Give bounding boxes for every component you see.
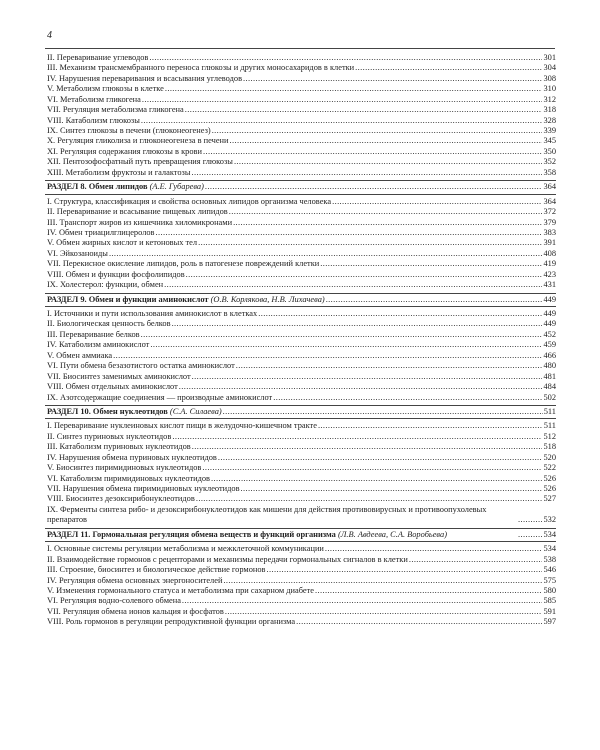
toc-entry[interactable] — [45, 596, 556, 606]
dot-leader — [518, 515, 542, 525]
page-ref: 383 — [543, 227, 556, 237]
entry-title — [45, 361, 235, 371]
toc-entry[interactable] — [45, 382, 556, 392]
section-authors: (С.А. Силаева) — [169, 406, 222, 416]
page-ref: 301 — [543, 52, 556, 62]
title-text: IV. Нарушения обмена пуриновых нуклеотидов — [47, 452, 217, 462]
page-ref: 419 — [543, 259, 556, 269]
dot-leader — [218, 453, 543, 463]
dot-leader — [326, 295, 543, 305]
toc-entry[interactable] — [45, 95, 556, 105]
page-ref: 304 — [543, 63, 556, 73]
toc-entry[interactable] — [45, 607, 556, 617]
dot-leader — [325, 544, 543, 554]
entry-title — [45, 280, 163, 290]
dot-leader — [296, 617, 542, 627]
toc-section-heading[interactable] — [45, 528, 556, 542]
page-ref: 526 — [543, 473, 556, 483]
toc-entry[interactable] — [45, 421, 556, 431]
dot-leader — [258, 309, 542, 319]
page-ref: 481 — [543, 371, 556, 381]
title-text: II. Синтез пуриновых нуклеотидов — [47, 431, 172, 441]
entry-title — [45, 617, 295, 627]
title-text: VII. Нарушения обмена пиримидиновых нуклеотидов — [47, 484, 240, 494]
toc-entry[interactable] — [45, 157, 556, 167]
entry-title — [45, 330, 140, 340]
dot-leader — [320, 259, 542, 269]
page-ref: 350 — [543, 146, 556, 156]
title-text: VIII. Обмен отдельных аминокислот — [47, 382, 178, 392]
page-ref: 308 — [543, 73, 556, 83]
entry-title — [45, 207, 228, 217]
entry-title — [45, 95, 141, 105]
title-text: III. Строение, биосинтез и биологическое действие гормонов — [47, 565, 266, 575]
section-title — [45, 295, 325, 305]
dot-leader — [182, 596, 543, 606]
page-ref: 423 — [543, 269, 556, 279]
dot-leader — [518, 530, 542, 540]
dot-leader — [164, 280, 542, 290]
section-title — [45, 182, 204, 192]
toc-entry[interactable] — [45, 228, 556, 238]
entry-title — [45, 393, 272, 403]
dot-leader — [409, 555, 543, 565]
entry-title — [45, 168, 190, 178]
toc-entry[interactable] — [45, 432, 556, 442]
toc-entry[interactable] — [45, 249, 556, 259]
toc-entry[interactable] — [45, 280, 556, 290]
entry-title — [45, 544, 324, 554]
title-text: III. Механизм трансмембранного переноса глюкозы и других моносахаридов в клетки — [47, 63, 355, 73]
title-text: IX. Ферменты синтеза рибо- и дезоксирибонуклеотидов как мишени для действия противовирусных и противоопухолевых препаратов — [47, 504, 487, 525]
title-text: XII. Пентозофосфатный путь превращения глюкозы — [47, 157, 233, 167]
title-text: V. Метаболизм глюкозы в клетке — [47, 84, 164, 94]
title-text: III. Транспорт жиров из кишечника хиломикронами — [47, 217, 233, 227]
entry-title — [45, 565, 266, 575]
dot-leader — [113, 351, 542, 361]
section-title — [45, 530, 517, 540]
toc-entry[interactable] — [45, 586, 556, 596]
toc-entry[interactable] — [45, 197, 556, 207]
toc-entry[interactable] — [45, 361, 556, 371]
toc-entry[interactable] — [45, 105, 556, 115]
entry-title — [45, 136, 229, 146]
entry-title — [45, 555, 408, 565]
title-text: III. Переваривание белков — [47, 329, 140, 339]
entry-title — [45, 218, 232, 228]
dot-leader — [233, 218, 542, 228]
page-ref: 511 — [543, 406, 556, 416]
entry-title — [45, 432, 171, 442]
dot-leader — [223, 576, 542, 586]
title-text: IV. Обмен триацилглицеролов — [47, 227, 155, 237]
entry-title — [45, 116, 140, 126]
toc-section-heading[interactable] — [45, 405, 556, 419]
toc-entry[interactable] — [45, 147, 556, 157]
entry-title — [45, 259, 319, 269]
page-ref: 511 — [543, 421, 556, 431]
dot-leader — [243, 74, 542, 84]
title-text: IV. Регуляция обмена основных энергоносителей — [47, 575, 223, 585]
dot-leader — [318, 421, 543, 431]
dot-leader — [315, 586, 542, 596]
toc-entry[interactable] — [45, 453, 556, 463]
page-ref: 364 — [543, 196, 556, 206]
entry-title — [45, 351, 112, 361]
section-authors: (Л.В. Авдеева, С.А. Воробьева) — [337, 529, 447, 539]
title-text: VII. Регуляция обмена ионов кальция и фосфатов — [47, 606, 224, 616]
toc-entry[interactable] — [45, 53, 556, 63]
title-text: I. Источники и пути использования аминокислот в клетках — [47, 309, 258, 319]
page-ref: 339 — [543, 126, 556, 136]
title-text: IX. Азотсодержащие соединения — производные аминокислот — [47, 392, 273, 402]
title-text: VII. Регуляция метаболизма гликогена — [47, 105, 184, 115]
entry-title — [45, 453, 217, 463]
title-text: I. Переваривание нуклеиновых кислот пищи в желудочно-кишечном тракте — [47, 421, 317, 431]
page-ref: 534 — [543, 544, 556, 554]
page-ref: 312 — [543, 94, 556, 104]
toc-entry[interactable] — [45, 393, 556, 403]
page-ref: 449 — [543, 294, 556, 304]
title-text: II. Биологическая ценность белков — [47, 319, 171, 329]
dot-leader — [223, 407, 543, 417]
toc-entry[interactable] — [45, 555, 556, 565]
dot-leader — [192, 442, 543, 452]
title-text: РАЗДЕЛ 8. Обмен липидов — [47, 182, 148, 192]
toc-entry[interactable] — [45, 442, 556, 452]
title-text: I. Структура, классификация и свойства основных липидов организма человека — [47, 196, 332, 206]
entry-title — [45, 63, 354, 73]
page-ref: 379 — [543, 217, 556, 227]
title-text: II. Переваривание и всасывание пищевых липидов — [47, 207, 228, 217]
entry-title — [45, 238, 197, 248]
toc-entry[interactable] — [45, 495, 556, 505]
page-ref: 575 — [543, 575, 556, 585]
dot-leader — [236, 361, 543, 371]
toc-entry[interactable] — [45, 207, 556, 217]
page-ref: 449 — [543, 319, 556, 329]
page-ref: 534 — [543, 529, 556, 539]
dot-leader — [198, 238, 542, 248]
toc-entry[interactable] — [45, 505, 556, 526]
dot-leader — [211, 474, 542, 484]
title-text: II. Переваривание углеводов — [47, 52, 149, 62]
page-ref: 459 — [543, 340, 556, 350]
page-number: 4 — [47, 30, 52, 41]
dot-leader — [179, 382, 543, 392]
dot-leader — [191, 168, 542, 178]
entry-title — [45, 105, 184, 115]
page-ref: 484 — [543, 382, 556, 392]
dot-leader — [109, 249, 543, 259]
page-ref: 585 — [543, 596, 556, 606]
toc-section-heading[interactable] — [45, 293, 556, 307]
entry-title — [45, 157, 233, 167]
toc-entry[interactable] — [45, 351, 556, 361]
page-ref: 318 — [543, 105, 556, 115]
toc-entry[interactable] — [45, 270, 556, 280]
title-text: РАЗДЕЛ 10. Обмен нуклеотидов — [47, 406, 168, 416]
title-text: V. Биосинтез пиримидиновых нуклеотидов — [47, 463, 202, 473]
entry-title — [45, 505, 517, 526]
page-ref: 527 — [543, 494, 556, 504]
entry-title — [45, 197, 331, 207]
page-ref: 532 — [543, 515, 556, 525]
dot-leader — [229, 207, 543, 217]
page-ref: 512 — [543, 431, 556, 441]
entry-title — [45, 421, 317, 431]
toc-entry[interactable] — [45, 218, 556, 228]
dot-leader — [234, 157, 543, 167]
section-authors: (О.В. Корлякова, Н.В. Лихачева) — [210, 294, 325, 304]
title-text: III. Катаболизм пуриновых нуклеотидов — [47, 442, 191, 452]
dot-leader — [196, 494, 543, 504]
dot-leader — [141, 116, 543, 126]
page-ref: 358 — [543, 167, 556, 177]
section-title — [45, 407, 222, 417]
dot-leader — [332, 197, 542, 207]
toc-entry[interactable] — [45, 238, 556, 248]
entry-title — [45, 596, 181, 606]
title-text: I. Основные системы регуляции метаболизма и межклеточной коммуникации — [47, 544, 324, 554]
toc-entry[interactable] — [45, 576, 556, 586]
title-text: VIII. Катаболизм глюкозы — [47, 115, 140, 125]
entry-title — [45, 228, 155, 238]
toc-entry[interactable] — [45, 116, 556, 126]
title-text: XIII. Метаболизм фруктозы и галактозы — [47, 167, 191, 177]
dot-leader — [212, 126, 543, 136]
page-ref: 520 — [543, 452, 556, 462]
title-text: IV. Нарушения переваривания и всасывания углеводов — [47, 73, 243, 83]
toc-entry[interactable] — [45, 617, 556, 627]
title-text: VII. Перекисное окисление липидов, роль в патогенезе повреждений клетки — [47, 259, 320, 269]
toc-entry[interactable] — [45, 74, 556, 84]
section-authors: (А.Е. Губарева) — [149, 182, 204, 192]
dot-leader — [186, 270, 543, 280]
dot-leader — [172, 432, 542, 442]
title-text: V. Изменения гормонального статуса и метаболизма при сахарном диабете — [47, 586, 314, 596]
toc-entry[interactable] — [45, 330, 556, 340]
entry-title — [45, 340, 149, 350]
dot-leader — [230, 136, 543, 146]
page-ref: 449 — [543, 309, 556, 319]
entry-title — [45, 474, 210, 484]
toc-entry[interactable] — [45, 137, 556, 147]
page-ref: 364 — [543, 182, 556, 192]
page-ref: 328 — [543, 115, 556, 125]
toc-entry[interactable] — [45, 474, 556, 484]
dot-leader — [149, 53, 542, 63]
toc-entry[interactable] — [45, 126, 556, 136]
page-ref: 597 — [543, 617, 556, 627]
page-ref: 391 — [543, 238, 556, 248]
toc-entry[interactable] — [45, 309, 556, 319]
toc-entry[interactable] — [45, 259, 556, 269]
entry-title — [45, 586, 314, 596]
page-ref: 538 — [543, 554, 556, 564]
dot-leader — [192, 372, 543, 382]
title-text: V. Обмен жирных кислот и кетоновых тел — [47, 238, 198, 248]
entry-title — [45, 494, 195, 504]
toc-entry[interactable] — [45, 63, 556, 73]
entry-title — [45, 576, 222, 586]
page-ref: 518 — [543, 442, 556, 452]
dot-leader — [185, 105, 543, 115]
title-text: VI. Метаболизм гликогена — [47, 94, 141, 104]
entry-title — [45, 147, 202, 157]
dot-leader — [172, 319, 543, 329]
entry-title — [45, 319, 171, 329]
page-ref: 452 — [543, 329, 556, 339]
table-of-contents — [45, 53, 556, 628]
page-ref: 345 — [543, 136, 556, 146]
dot-leader — [202, 463, 542, 473]
entry-title — [45, 607, 224, 617]
title-text: VIII. Биосинтез дезоксирибонуклеотидов — [47, 494, 195, 504]
entry-title — [45, 442, 191, 452]
title-text: XI. Регуляция содержания глюкозы в крови — [47, 146, 202, 156]
entry-title — [45, 463, 201, 473]
page-ref: 522 — [543, 463, 556, 473]
header-rule — [45, 48, 555, 49]
entry-title — [45, 382, 178, 392]
dot-leader — [205, 182, 543, 192]
entry-title — [45, 53, 148, 63]
dot-leader — [203, 147, 542, 157]
dot-leader — [165, 84, 543, 94]
page-ref: 408 — [543, 248, 556, 258]
page-ref: 480 — [543, 361, 556, 371]
toc-entry[interactable] — [45, 463, 556, 473]
title-text: VI. Пути обмена безазотистого остатка аминокислот — [47, 361, 235, 371]
page-ref: 352 — [543, 157, 556, 167]
title-text: VI. Катаболизм пиримидиновых нуклеотидов — [47, 473, 211, 483]
toc-entry[interactable] — [45, 372, 556, 382]
dot-leader — [225, 607, 543, 617]
title-text: VII. Биосинтез заменимых аминокислот — [47, 371, 191, 381]
entry-title — [45, 126, 211, 136]
title-text: VI. Регуляция водно-солевого обмена — [47, 596, 181, 606]
title-text: X. Регуляция гликолиза и глюконеогенеза в печени — [47, 136, 229, 146]
dot-leader — [156, 228, 543, 238]
title-text: II. Взаимодействие гормонов с рецепторами и механизмы передачи гормональных сигналов в клетки — [47, 554, 408, 564]
toc-entry[interactable] — [45, 168, 556, 178]
entry-title — [45, 372, 191, 382]
title-text: IV. Катаболизм аминокислот — [47, 340, 150, 350]
entry-title — [45, 74, 242, 84]
dot-leader — [150, 340, 542, 350]
dot-leader — [355, 63, 542, 73]
entry-title — [45, 484, 240, 494]
title-text: РАЗДЕЛ 9. Обмен и функции аминокислот — [47, 294, 209, 304]
toc-entry[interactable] — [45, 484, 556, 494]
entry-title — [45, 270, 185, 280]
title-text: V. Обмен аммиака — [47, 350, 113, 360]
dot-leader — [142, 95, 543, 105]
title-text: VIII. Обмен и функции фосфолипидов — [47, 269, 185, 279]
page-ref: 526 — [543, 484, 556, 494]
dot-leader — [273, 393, 542, 403]
toc-entry[interactable] — [45, 84, 556, 94]
dot-leader — [141, 330, 543, 340]
title-text: IX. Синтез глюкозы в печени (глюконеогенез) — [47, 126, 211, 136]
page-ref: 502 — [543, 392, 556, 402]
dot-leader — [267, 565, 543, 575]
title-text: VI. Эйкозаноиды — [47, 248, 108, 258]
page-ref: 372 — [543, 207, 556, 217]
toc-section-heading[interactable] — [45, 180, 556, 194]
page-ref: 580 — [543, 586, 556, 596]
title-text: РАЗДЕЛ 11. Гормональная регуляция обмена веществ и функций организма — [47, 529, 336, 539]
title-text: VIII. Роль гормонов в регуляции репродуктивной функции организма — [47, 617, 296, 627]
toc-entry[interactable] — [45, 544, 556, 554]
entry-title — [45, 84, 164, 94]
dot-leader — [241, 484, 543, 494]
title-text: IX. Холестерол: функции, обмен — [47, 280, 164, 290]
toc-entry[interactable] — [45, 320, 556, 330]
entry-title — [45, 309, 257, 319]
entry-title — [45, 249, 108, 259]
page-ref: 466 — [543, 350, 556, 360]
page-ref: 546 — [543, 565, 556, 575]
page-ref: 591 — [543, 606, 556, 616]
toc-entry[interactable] — [45, 340, 556, 350]
page-ref: 431 — [543, 280, 556, 290]
page-ref: 310 — [543, 84, 556, 94]
toc-entry[interactable] — [45, 565, 556, 575]
